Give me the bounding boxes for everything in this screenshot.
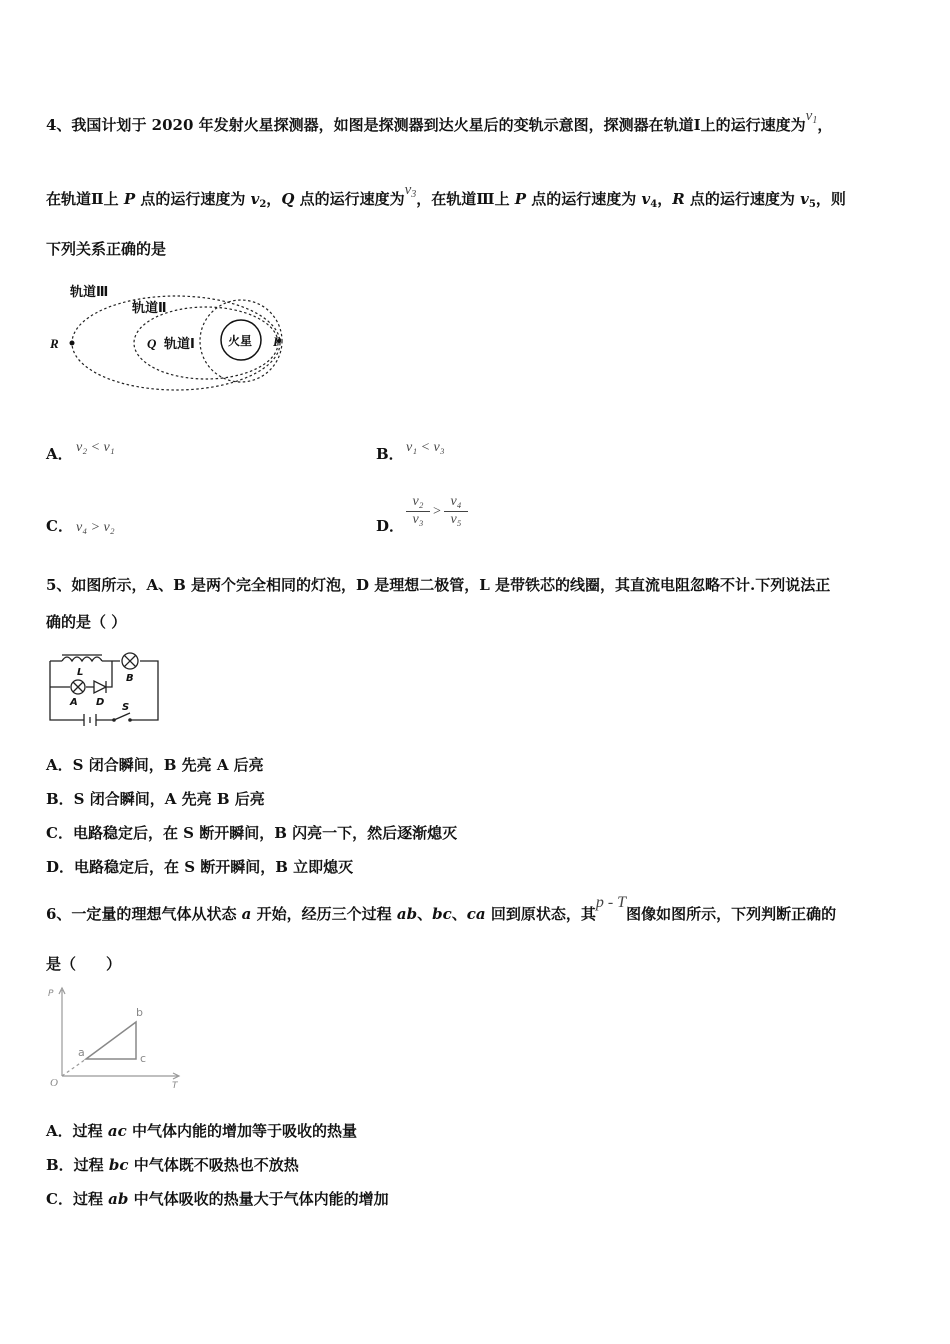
switch <box>114 713 130 720</box>
q4-option-d[interactable]: D． <box>376 517 405 535</box>
svg-text:B: B <box>126 673 134 684</box>
q6-option-b[interactable]: B．过程 bc 中气体既不吸热也不放热 <box>46 1156 299 1174</box>
q6-pt-label: p - T <box>595 894 627 911</box>
orbit3-label: 轨道Ⅲ <box>70 285 109 300</box>
q4-v1: $v_1$ <box>805 108 818 126</box>
diode <box>94 681 106 693</box>
mars-label: 火星 <box>228 334 253 348</box>
q4-d-op: > <box>433 504 441 519</box>
q5-line1: 5、如图所示，A、B 是两个完全相同的灯泡，D 是理想二极管，L 是带铁芯的线圈，其直流电阻忽略不计.下列说法正 <box>46 576 831 594</box>
pt-graph <box>44 984 184 1090</box>
q4-option-b[interactable]: B． v₁ < v₃ <box>376 440 445 463</box>
q6-option-c[interactable]: C．过程 ab 中气体吸收的热量大于气体内能的增加 <box>46 1190 389 1208</box>
svg-text:A: A <box>70 697 78 708</box>
svg-text:T: T <box>172 1081 178 1091</box>
svg-text:c: c <box>140 1052 147 1065</box>
battery <box>84 714 96 726</box>
q6-line2: 是（ ） <box>46 955 122 973</box>
q4-d-frac1: $\frac{\text{v₂}}{\text{v₃}}$ <box>406 494 430 528</box>
svg-text:D: D <box>96 697 105 708</box>
inductor-coil <box>62 657 102 661</box>
q5-line2: 确的是（ ） <box>46 613 127 631</box>
Q-label: Q <box>147 336 157 351</box>
q5-option-a[interactable]: A．S 闭合瞬间，B 先亮 A 后亮 <box>46 756 264 774</box>
P-label: P <box>273 334 281 349</box>
svg-text:P: P <box>48 989 54 999</box>
svg-text:O: O <box>50 1077 58 1089</box>
q4-line2: 在轨道Ⅱ上 P 点的运行速度为 $v_2$，Q 点的运行速度为$v_3$，在轨道Ⅲ上 P 点的运行速度为 $v_4$，R 点的运行速度为 $v_5$，则 <box>46 182 846 210</box>
orbit1-label: 轨道Ⅰ <box>164 337 195 352</box>
R-label: R <box>50 336 59 351</box>
circuit-diagram <box>44 650 164 726</box>
q4-option-a[interactable]: A． v₂ < v₁ <box>46 440 115 463</box>
svg-text:a: a <box>78 1046 85 1059</box>
svg-text:b: b <box>136 1006 143 1019</box>
q5-option-d[interactable]: D．电路稳定后，在 S 断开瞬间，B 立即熄灭 <box>46 858 354 876</box>
q6-line1: 6、一定量的理想气体从状态 a 开始，经历三个过程 ab、bc、ca 回到原状态，其p - T图像如图所示，下列判断正确的 <box>46 894 837 923</box>
orbit-diagram <box>44 278 284 396</box>
svg-text:S: S <box>122 702 130 713</box>
dashed-extension <box>62 1059 86 1076</box>
q4-v3: $v_3$ <box>404 182 417 200</box>
q4-d-frac2: $\frac{\text{v₄}}{\text{v₅}}$ <box>444 494 468 528</box>
q5-option-b[interactable]: B．S 闭合瞬间，A 先亮 B 后亮 <box>46 790 265 808</box>
q4-line1: 4、我国计划于 2020 年发射火星探测器，如图是探测器到达火星后的变轨示意图，探测器在轨道Ⅰ上的运行速度为$v_1$， <box>46 108 833 134</box>
q4-line3: 下列关系正确的是 <box>46 240 167 258</box>
q4-option-c[interactable]: C． v₄ > v₂ <box>46 517 115 535</box>
svg-text:L: L <box>77 667 84 678</box>
q4-line1-text: 4、我国计划于 2020 年发射火星探测器，如图是探测器到达火星后的变轨示意图，探测器在轨道Ⅰ上的运行速度为 <box>46 116 806 134</box>
q5-option-c[interactable]: C．电路稳定后，在 S 断开瞬间，B 闪亮一下，然后逐渐熄灭 <box>46 824 458 842</box>
point-R <box>70 341 75 346</box>
process-triangle <box>86 1022 136 1059</box>
orbit2-label: 轨道Ⅱ <box>132 301 167 316</box>
q6-option-a[interactable]: A．过程 ac 中气体内能的增加等于吸收的热量 <box>46 1122 357 1140</box>
